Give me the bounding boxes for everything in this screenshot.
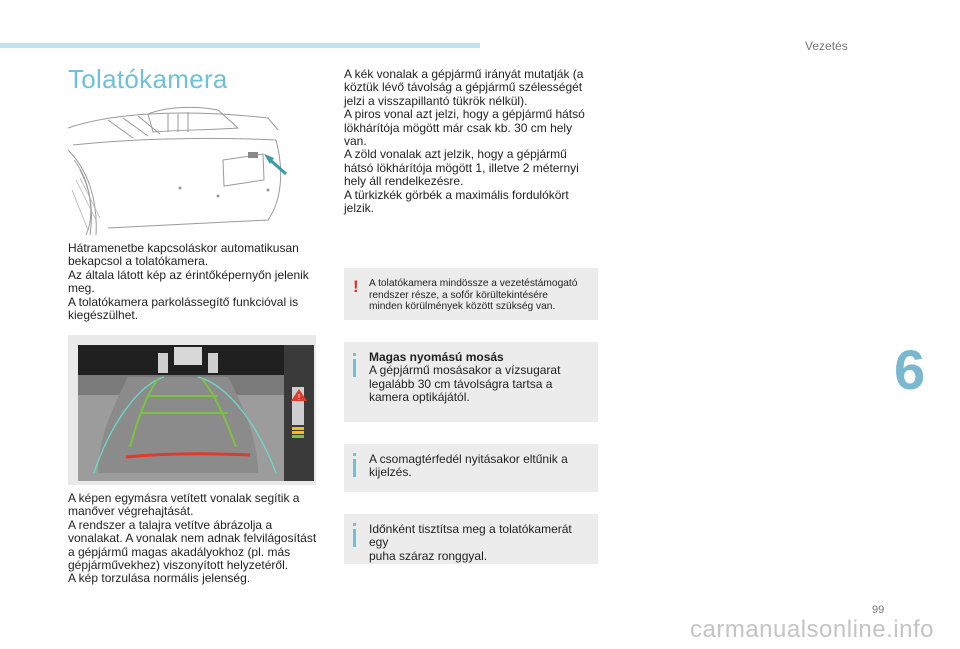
watermark: carmanualsonline.info	[690, 616, 934, 643]
info-text	[369, 351, 592, 405]
info-box-trunk-open	[344, 444, 598, 492]
info-line: A gépjármű mosásakor a vízsugarat	[369, 363, 561, 378]
warning-box	[344, 268, 598, 320]
info-icon	[353, 459, 356, 477]
section-title: Vezetés	[805, 39, 848, 53]
info-box-high-pressure-wash	[344, 342, 598, 422]
intro-line: meg.	[68, 281, 95, 296]
colors-line: A kék vonalak a gépjármű irányát mutatják (a	[344, 67, 584, 81]
lines-line: A rendszer a talajra vetítve ábrázolja a	[68, 517, 273, 532]
lines-line: A képen egymásra vetített vonalak segítik a	[68, 491, 300, 505]
intro-line: A tolatókamera parkolássegítő funkcióval is	[68, 294, 299, 309]
info-text	[369, 523, 592, 563]
warning-line: minden körülmények között szükség van.	[369, 301, 556, 313]
info-icon	[353, 529, 356, 547]
lines-line: a gépjármű magas akadályokhoz (pl. más	[68, 544, 291, 559]
info-title: Magas nyomású mosás	[369, 350, 504, 364]
info-line: kijelzés.	[369, 465, 412, 480]
intro-line: Hátramenetbe kapcsoláskor automatikusan	[68, 241, 299, 255]
lines-line: manőver végrehajtását.	[68, 504, 194, 519]
info-line: kamera optikájától.	[369, 390, 470, 405]
camera-screen-illustration	[68, 335, 316, 485]
intro-line: Az általa látott kép az érintőképernyőn jelenik	[68, 267, 309, 282]
intro-line: kiegészülhet.	[68, 308, 139, 323]
guide-lines-paragraph	[68, 492, 333, 586]
warning-text	[369, 278, 592, 313]
lines-line: vonalakat. A vonalak nem adnak felvilágosítást	[68, 531, 317, 546]
colors-line: lökhárítója mögött már csak kb. 30 cm hely	[344, 120, 573, 135]
chapter-number: 6	[894, 338, 926, 401]
info-text	[369, 453, 592, 480]
info-line: puha száraz ronggyal.	[369, 548, 488, 563]
info-line: A csomagtérfedél nyitásakor eltűnik a	[369, 452, 568, 466]
warning-line: A tolatókamera mindössze a vezetéstámogató	[369, 278, 578, 289]
colors-line: jelzi a visszapillantó tükrök nélkül).	[344, 93, 528, 108]
colors-line: A zöld vonalak azt jelzik, hogy a gépjármű	[344, 147, 567, 162]
intro-line: bekapcsol a tolatókamera.	[68, 254, 209, 269]
warning-line: rendszer része, a sofőr körültekintésére	[369, 289, 548, 301]
colors-line: van.	[344, 134, 367, 149]
svg-text:!: !	[297, 393, 301, 402]
info-icon	[353, 359, 356, 377]
colors-line: jelzik.	[344, 201, 375, 216]
colors-line: A piros vonal azt jelzi, hogy a gépjármű hátsó	[344, 107, 585, 122]
colors-line: köztük lévő távolság a gépjármű szélességét	[344, 80, 583, 95]
car-rear-camera-illustration	[68, 100, 290, 235]
colors-line: hely áll rendelkezésre.	[344, 174, 464, 189]
lines-line: A kép torzulása normális jelenség.	[68, 571, 251, 586]
line-colors-paragraph	[344, 68, 604, 215]
page-title: Tolatókamera	[68, 64, 228, 94]
header-accent-bar	[0, 43, 480, 48]
info-line: legalább 30 cm távolságra tartsa a	[369, 376, 553, 391]
page-number: 99	[872, 604, 885, 616]
lines-line: gépjárművekhez) viszonyított helyzetéről.	[68, 558, 289, 573]
colors-line: A türkizkék görbék a maximális fordulókört	[344, 187, 569, 202]
warning-icon: !	[353, 277, 359, 296]
info-box-cleaning	[344, 514, 598, 564]
info-line: Időnként tisztítsa meg a tolatókamerát egy	[369, 522, 572, 550]
intro-paragraph	[68, 242, 328, 322]
colors-line: hátsó lökhárítója mögött 1, illetve 2 méternyi	[344, 160, 579, 175]
